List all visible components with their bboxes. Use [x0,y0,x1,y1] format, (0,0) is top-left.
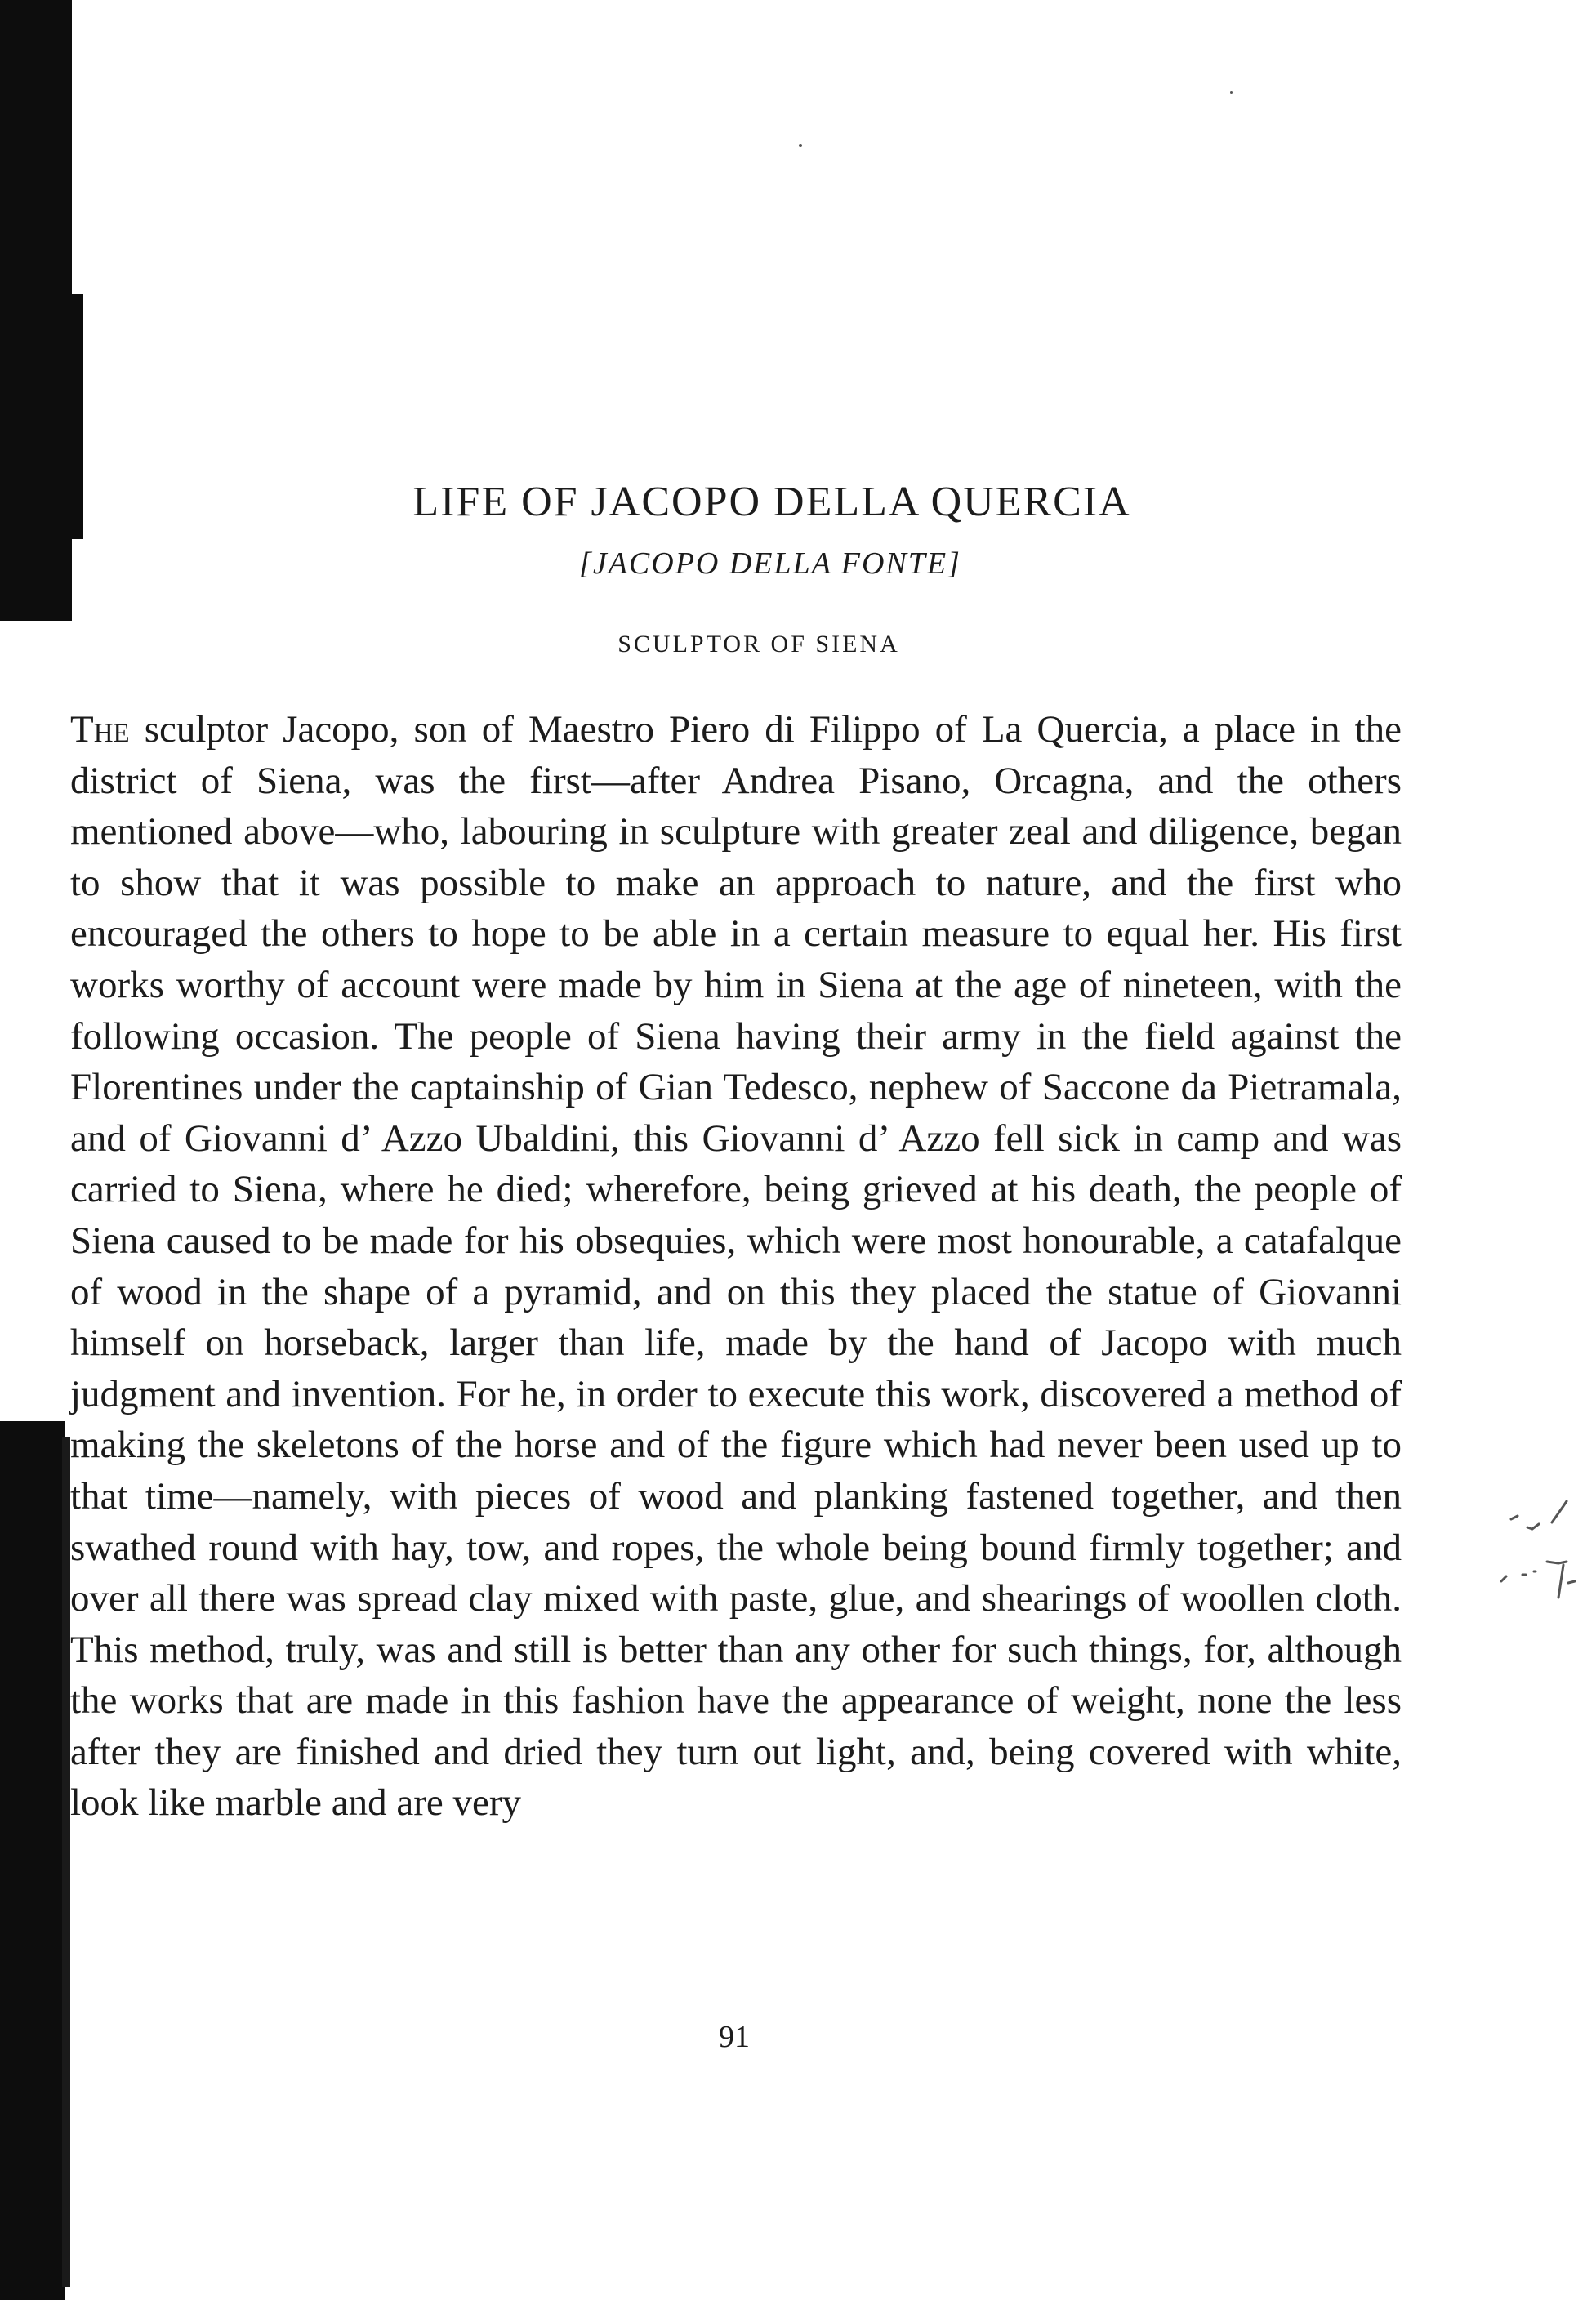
page-number-text: 91 [719,2020,750,2054]
body-paragraph-text: sculptor Jacopo, son of Maestro Piero di Filippo of La Quercia, a place in the district of Siena, was the first—after Andrea Pisano, Orcagna, and the others mentioned above—who, labouring in sculpture with greater zeal and diligence, began to show that it was possible to make an approach to nature, and the first who encouraged the others to hope to be able in a certain measure to equal her. His first works worthy of account were made by him in Siena at the age of nineteen, with the following occasion. The people of Siena having their army in the field against the Florentines under the captainship of Gian Tedesco, nephew of Saccone da Pietramala, and of Giovanni d’ Azzo Ubaldini, this Giovanni d’ Azzo fell sick in camp and was carried to Siena, where he died; wherefore, being grieved at his death, the people of Siena caused to be made for his obsequies, which were most honourable, a catafalque of wood in the shape of a pyramid, and on this they placed the statue of Giovanni himself on horseback, larger than life, made by the hand of Jacopo with much judgment and invention. For he, in order to execute this work, discovered a method of making the skeletons of the horse and of the figure which had never been used up to that time—namely, with pieces of wood and planking fastened together, and then swathed round with hay, tow, and ropes, the whole being bound firmly together; and over all there was spread clay mixed with paste, glue, and shearings of woollen cloth. This method, truly, was and still is better than any other for such things, for, although the works that are made in this fashion have the appearance of weight, none the less after they are finished and dried they turn out light, and, being covered with white, look like marble and are very [70,708,1402,1825]
page-subheading [0,631,1596,658]
body-paragraph [70,704,1402,1829]
page-number [0,2019,1596,2055]
scan-binding-edge-lip [62,1438,70,2287]
page-title-text: LIFE OF JACOPO DELLA QUERCIA [412,479,1131,525]
page-subtitle-text: [JACOPO DELLA FONTE] [579,546,961,581]
margin-scribble-icon [1495,1487,1585,1625]
page-title [0,478,1596,526]
scan-binding-edge-bottom [0,1421,65,2300]
scan-binding-edge-top [0,0,72,621]
scan-speck [799,144,802,147]
scan-speck [1230,91,1233,94]
page-subtitle [0,546,1596,582]
body-lead-word: The [70,708,130,751]
page-subheading-text: SCULPTOR OF SIENA [617,631,900,657]
